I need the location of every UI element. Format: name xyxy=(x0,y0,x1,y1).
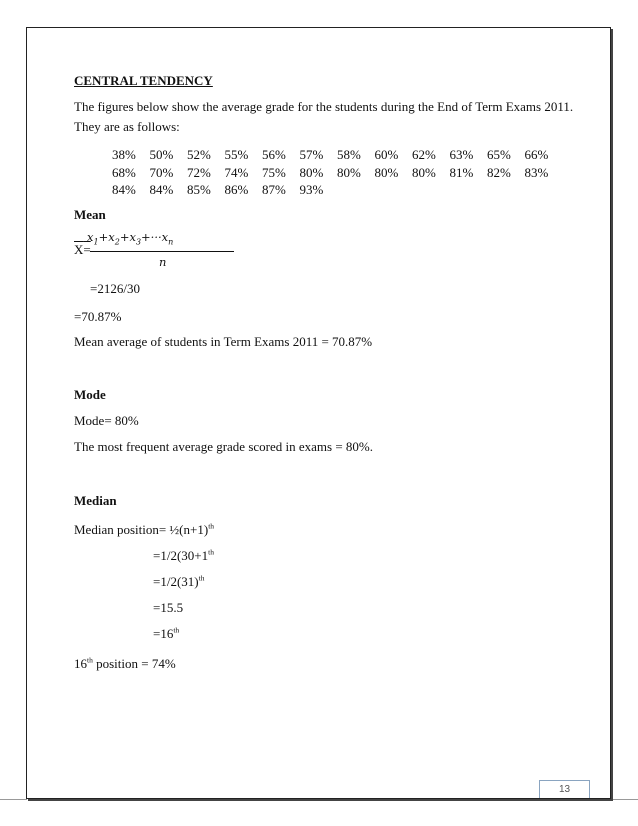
median-step-3: =15.5 xyxy=(153,600,184,615)
grade-value: 38% xyxy=(112,147,136,162)
median-step-1: =1/2(30+1th xyxy=(153,547,214,563)
section-title: CENTRAL TENDENCY xyxy=(74,73,213,88)
mode-value: Mode= 80% xyxy=(74,413,139,428)
mean-step-2: =70.87% xyxy=(74,309,122,324)
grades-row-2 xyxy=(112,165,562,183)
grades-row-1 xyxy=(112,147,562,165)
grade-value: 84% xyxy=(112,182,136,197)
grade-value: 81% xyxy=(449,164,474,180)
intro-line-1: The figures below show the average grade for the students during the End of Term Exams 2011. xyxy=(74,99,574,114)
grade-value: 52% xyxy=(187,147,211,162)
grade-value: 60% xyxy=(374,147,399,162)
formula-numerator: $x_1+x_2+x_3+\cdot\cdot\cdot x_n$ xyxy=(87,230,174,247)
median-step-4: =16th xyxy=(153,625,180,641)
grade-value: 87% xyxy=(262,182,286,197)
formula-xbar: X= xyxy=(74,242,91,257)
grade-value: 74% xyxy=(224,164,249,180)
grade-value: 86% xyxy=(224,182,249,197)
formula-fraction-line xyxy=(90,251,234,252)
grade-value: 68% xyxy=(112,164,136,180)
grade-value: 65% xyxy=(487,147,511,162)
grade-value: 80% xyxy=(374,164,399,180)
grade-value: 66% xyxy=(524,147,549,162)
mean-step-1: =2126/30 xyxy=(90,281,140,296)
mode-conclusion: The most frequent average grade scored in exams = 80%. xyxy=(74,439,373,454)
mode-heading: Mode xyxy=(74,387,106,402)
grade-value: 83% xyxy=(524,164,549,180)
grade-value: 85% xyxy=(187,182,211,197)
grade-value: 55% xyxy=(224,147,249,162)
footer-rule-right xyxy=(611,799,638,800)
grade-value: 82% xyxy=(487,164,511,180)
mean-conclusion: Mean average of students in Term Exams 2011 = 70.87% xyxy=(74,334,373,349)
page-number: 13 xyxy=(539,780,590,798)
grade-value: 56% xyxy=(262,147,286,162)
grade-value: 58% xyxy=(337,147,361,162)
grade-value: 63% xyxy=(449,147,474,162)
median-result: 16th position = 74% xyxy=(74,655,176,671)
grade-value: 75% xyxy=(262,164,286,180)
grade-value: 80% xyxy=(412,164,436,180)
grade-value: 62% xyxy=(412,147,436,162)
median-step-2: $=1/2(31)^{th}$ xyxy=(153,573,205,589)
formula-denominator: n xyxy=(159,255,167,269)
grade-value: 84% xyxy=(149,182,174,197)
median-heading: Median xyxy=(74,493,117,508)
footer-rule-left xyxy=(0,799,27,800)
mean-heading: Mean xyxy=(74,207,106,222)
grade-value: 80% xyxy=(337,164,361,180)
grade-value: 50% xyxy=(149,147,174,162)
grade-value: 57% xyxy=(299,147,324,162)
grade-value: 70% xyxy=(149,164,174,180)
grade-value: 80% xyxy=(299,164,324,180)
grade-value: 93% xyxy=(299,182,324,197)
grades-row-3 xyxy=(112,182,562,200)
median-position: Median position= $\frac{1}{2}(n+1)^{th}$ xyxy=(74,521,215,537)
grade-value: 72% xyxy=(187,164,211,180)
grades-table xyxy=(112,147,562,200)
intro-line-2: They are as follows: xyxy=(74,119,180,134)
